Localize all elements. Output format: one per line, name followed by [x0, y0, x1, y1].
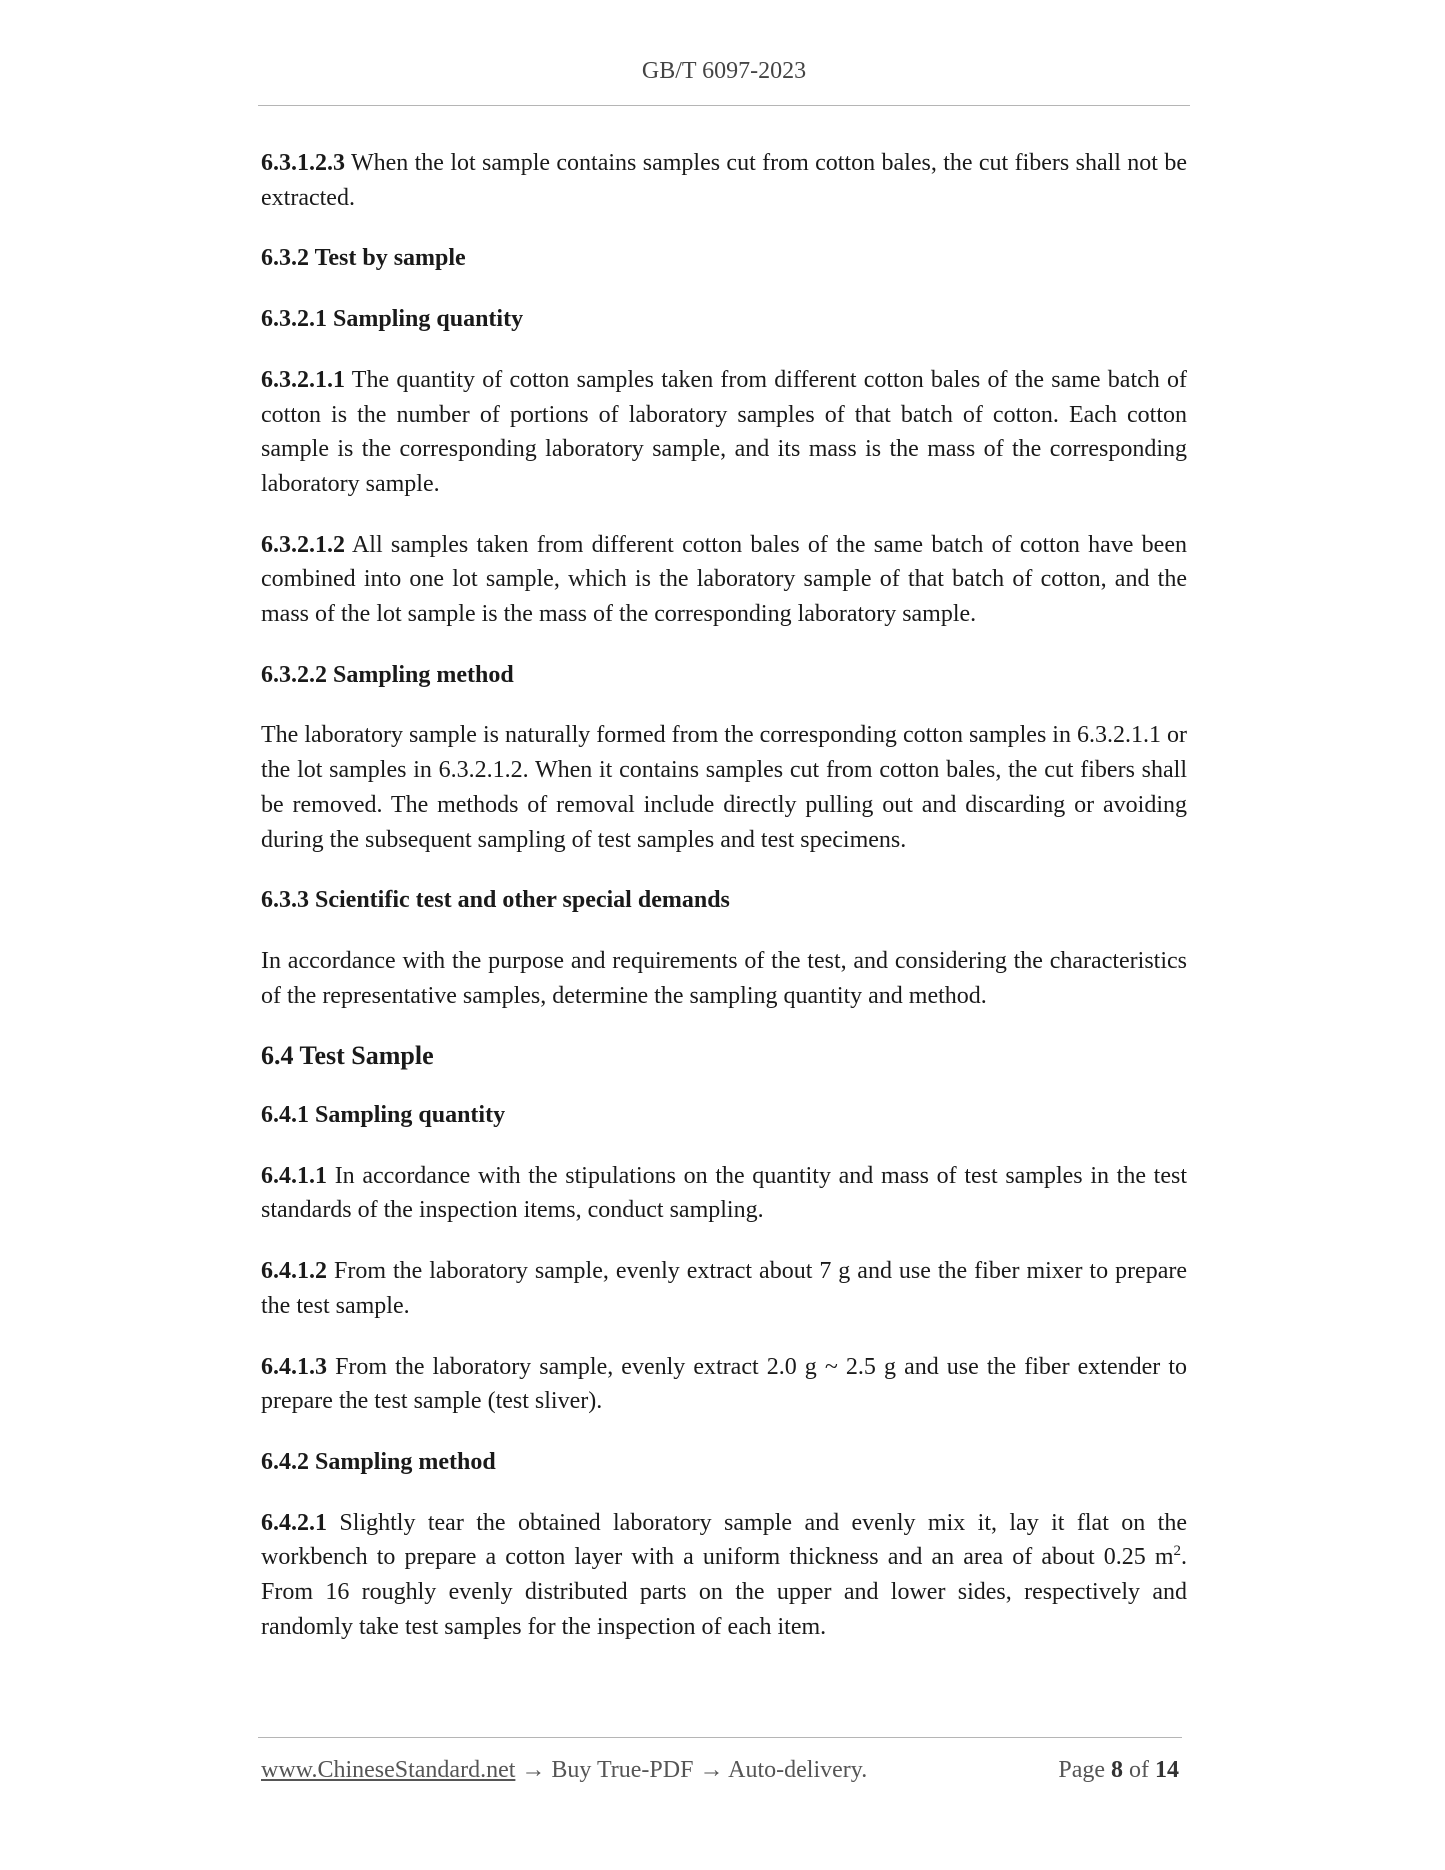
page-footer — [261, 1757, 1179, 1784]
arrow-right-icon: → — [521, 1757, 546, 1783]
footer-divider — [258, 1737, 1182, 1738]
page-total: 14 — [1155, 1757, 1179, 1783]
footer-promo — [261, 1757, 867, 1783]
clause-number: 6.4.1.1 — [261, 1162, 327, 1189]
paragraph-text: From the laboratory sample, evenly extract 2.0 g ~ 2.5 g and use the fiber extender to prepare the test sample (test sliver). — [261, 1353, 1187, 1415]
heading-6-4-1: 6.4.1 Sampling quantity — [261, 1102, 506, 1129]
paragraph-6-3-2-1-1 — [261, 363, 1187, 502]
clause-number: 6.3.1.2.3 — [261, 150, 345, 176]
arrow-right-icon: → — [699, 1757, 724, 1783]
clause-number: 6.3.2.1.1 — [261, 366, 345, 393]
heading-6-3-2-1: 6.3.2.1 Sampling quantity — [261, 306, 524, 333]
paragraph-6-4-2-1 — [261, 1506, 1187, 1645]
page-header: GB/T 6097-2023 — [641, 58, 807, 84]
paragraph-text: . From 16 roughly evenly distributed parts on the upper and lower sides, respectively and randomly take test samples for the inspection of each item. — [261, 1544, 1187, 1640]
paragraph-text: From the laboratory sample, evenly extract about 7 g and use the fiber mixer to prepare the test sample. — [261, 1258, 1188, 1319]
paragraph-6-4-1-3 — [261, 1350, 1187, 1419]
heading-6-3-3: 6.3.3 Scientific test and other special demands — [261, 887, 730, 914]
superscript: 2 — [1173, 1543, 1181, 1560]
heading-6-3-2: 6.3.2 Test by sample — [261, 245, 466, 272]
page-label: Page — [1058, 1757, 1105, 1783]
page-indicator — [1058, 1757, 1179, 1784]
paragraph-6-4-1-1 — [261, 1159, 1187, 1228]
heading-6-3-2-2: 6.3.2.2 Sampling method — [261, 661, 514, 688]
paragraph-scientific-test — [261, 944, 1187, 1013]
header-divider — [258, 105, 1190, 106]
of-label: of — [1129, 1757, 1149, 1783]
paragraph-text: In accordance with the stipulations on the quantity and mass of test samples in the test standards of the inspection items, conduct sampling. — [261, 1162, 1187, 1224]
paragraph-text: All samples taken from different cotton bales of the same batch of cotton have been combined into one lot sample, which is the laboratory sample of that batch of cotton, and the mass of the lot sample is the mass of the corresponding laboratory sample. — [261, 531, 1187, 628]
clause-number: 6.4.1.3 — [261, 1353, 327, 1380]
delivery-text: Auto-delivery. — [728, 1757, 868, 1783]
clause-number: 6.4.1.2 — [261, 1258, 327, 1285]
document-body — [261, 146, 1187, 1671]
heading-6-4-2: 6.4.2 Sampling method — [261, 1448, 496, 1475]
site-link[interactable]: www.ChineseStandard.net — [261, 1757, 516, 1783]
paragraph-text: When the lot sample contains samples cut from cotton bales, the cut fibers shall not be extracted. — [261, 150, 1187, 211]
paragraph-text: Slightly tear the obtained laboratory sample and evenly mix it, lay it flat on the workbench to prepare a cotton layer with a uniform thickness and an area of about 0.25 m — [261, 1509, 1188, 1571]
paragraph-sampling-method — [261, 718, 1187, 857]
heading-6-4: 6.4 Test Sample — [261, 1041, 434, 1071]
clause-number: 6.3.2.1.2 — [261, 531, 345, 558]
paragraph-text: In accordance with the purpose and requirements of the test, and considering the characteristics of the representative samples, determine the sampling quantity and method. — [261, 947, 1187, 1009]
paragraph-6-3-2-1-2 — [261, 528, 1187, 632]
paragraph-6-3-1-2-3 — [261, 146, 1187, 215]
clause-number: 6.4.2.1 — [261, 1509, 327, 1536]
page-current: 8 — [1111, 1757, 1123, 1783]
paragraph-text: The laboratory sample is naturally formed from the corresponding cotton samples in 6.3.2.1.1 or the lot samples in 6.3.2.1.2. When it contains samples cut from cotton bales, the cut fibers shall be removed. The methods of removal include directly pulling out and discarding or avoiding during the subsequent sampling of test samples and test specimens. — [261, 722, 1187, 853]
paragraph-6-4-1-2 — [261, 1254, 1187, 1323]
paragraph-text: The quantity of cotton samples taken from different cotton bales of the same batch of cotton is the number of portions of laboratory samples of that batch of cotton. Each cotton sample is the corresponding laboratory sample, and its mass is the mass of the corresponding laboratory sample. — [261, 366, 1187, 497]
buy-text: Buy True-PDF — [551, 1757, 694, 1783]
